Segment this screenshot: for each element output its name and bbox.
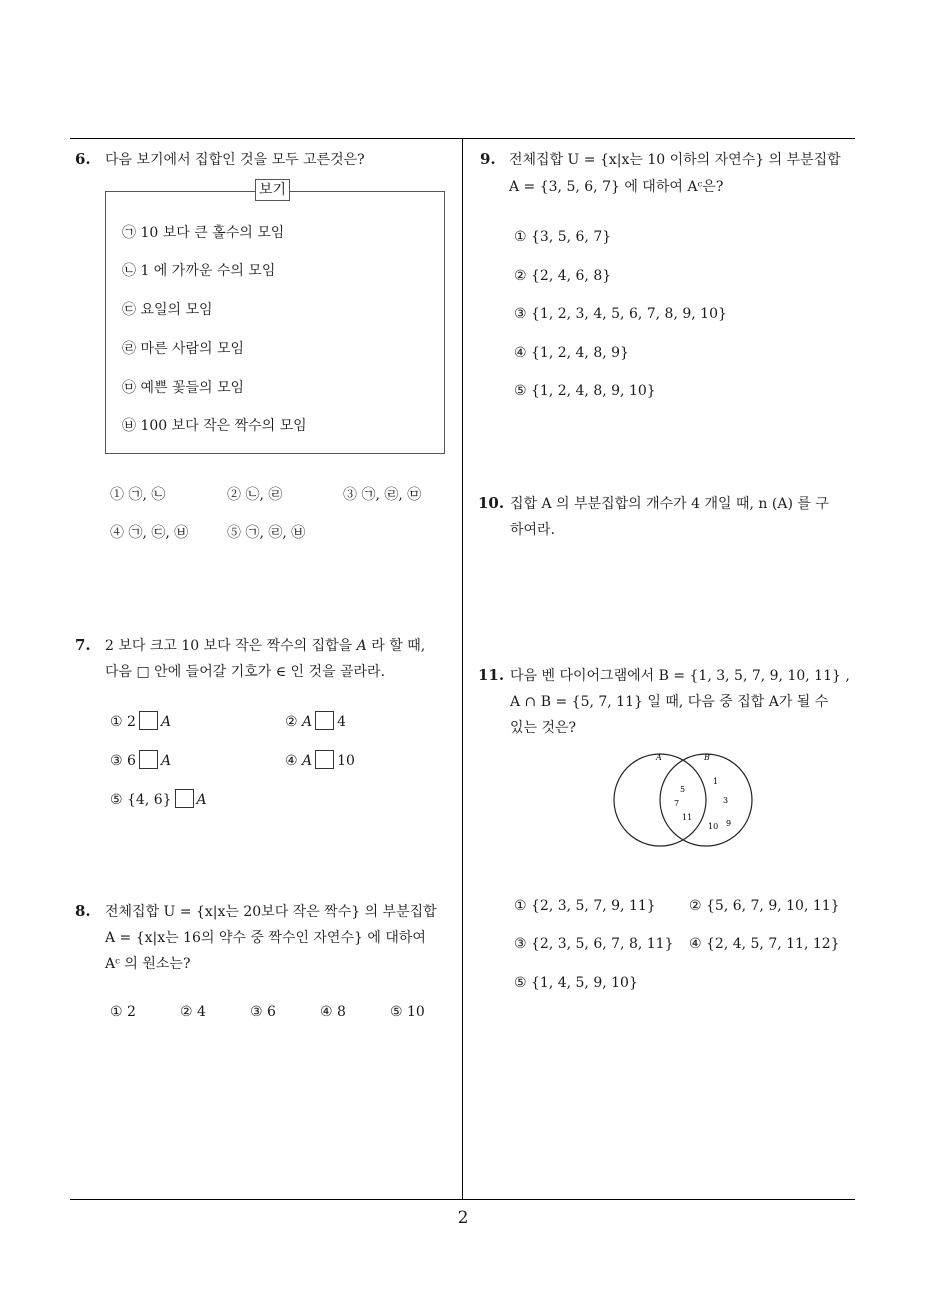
question-stem-line-1 — [105, 636, 425, 656]
venn-element: 5 — [680, 785, 686, 794]
question-stem-line-1: 전체집합 U = {x|x는 10 이하의 자연수} 의 부분집합 — [509, 152, 841, 168]
question-stem-line-3: 있는 것은? — [510, 720, 577, 736]
blank-box — [139, 711, 158, 730]
answer-choice[interactable]: ② 4 — [180, 1004, 206, 1020]
question-stem-line-3: Aᶜ 의 원소는? — [105, 956, 191, 972]
answer-choice[interactable]: ④ {1, 2, 4, 8, 9} — [514, 345, 629, 361]
question-stem-line-2: A = {x|x는 16의 약수 중 짝수인 자연수} 에 대하여 — [105, 930, 426, 946]
answer-choice[interactable]: ③ 6 — [250, 1004, 276, 1020]
question-number: 9. — [480, 150, 496, 168]
venn-label-a: A — [656, 753, 662, 762]
choice-mark: ② — [285, 714, 298, 730]
set-variable: A — [356, 638, 367, 654]
choice-left: 6 — [127, 753, 136, 769]
choice-mark: ⑤ — [110, 792, 123, 808]
question-number: 10. — [478, 494, 505, 512]
answer-choice[interactable]: ③ {1, 2, 3, 4, 5, 6, 7, 8, 9, 10} — [514, 306, 727, 322]
question-number: 11. — [478, 666, 505, 684]
choice-right: A — [196, 792, 207, 808]
answer-choice[interactable]: ② ㉡, ㉣ — [227, 487, 283, 503]
example-item: ㉥ 100 보다 작은 짝수의 모임 — [122, 418, 307, 434]
answer-choice[interactable]: ① ㉠, ㉡ — [110, 487, 166, 503]
answer-choice[interactable]: ④ ㉠, ㉢, ㉥ — [110, 525, 189, 541]
venn-element: 9 — [726, 819, 732, 828]
answer-choice[interactable]: ① {3, 5, 6, 7} — [514, 229, 612, 245]
question-stem-line-2: 다음 □ 안에 들어갈 기호가 ∈ 인 것을 골라라. — [105, 664, 386, 680]
bottom-rule — [70, 1199, 855, 1200]
question-stem-line-1: 전체집합 U = {x|x는 20보다 작은 짝수} 의 부분집합 — [105, 904, 437, 920]
answer-choice[interactable]: ② {5, 6, 7, 9, 10, 11} — [689, 898, 840, 914]
choice-mark: ④ — [285, 753, 298, 769]
answer-choice[interactable]: ⑤ 10 — [390, 1004, 425, 1020]
venn-label-b: B — [704, 753, 710, 762]
example-item: ㉡ 1 에 가까운 수의 모임 — [122, 263, 276, 279]
choice-right: 4 — [337, 714, 347, 730]
answer-choice[interactable] — [110, 789, 207, 810]
choice-mark: ① — [110, 714, 123, 730]
answer-choice[interactable]: ① 2 — [110, 1004, 136, 1020]
question-stem-line-1: 다음 벤 다이어그램에서 B = {1, 3, 5, 7, 9, 10, 11} , — [510, 668, 850, 684]
venn-element: 3 — [723, 796, 729, 805]
stem-text: 라 할 때, — [371, 638, 426, 654]
venn-element: 11 — [682, 813, 693, 822]
choice-left: {4, 6} — [127, 792, 172, 808]
question-stem-line-2: 하여라. — [510, 522, 556, 538]
blank-box — [175, 789, 194, 808]
venn-element: 10 — [708, 822, 719, 831]
answer-choice[interactable]: ② {2, 4, 6, 8} — [514, 268, 612, 284]
choice-left: A — [302, 753, 313, 769]
example-item: ㉤ 예쁜 꽃들의 모임 — [122, 380, 245, 396]
venn-element: 1 — [713, 777, 719, 786]
question-stem-line-2: A ∩ B = {5, 7, 11} 일 때, 다음 중 집합 A가 될 수 — [510, 694, 829, 710]
answer-choice[interactable]: ⑤ {1, 2, 4, 8, 9, 10} — [514, 383, 656, 399]
choice-right: A — [160, 753, 172, 769]
choice-mark: ③ — [110, 753, 123, 769]
blank-box — [315, 711, 334, 730]
choice-left: 2 — [127, 714, 136, 730]
blank-box — [139, 750, 158, 769]
question-number: 6. — [75, 150, 91, 168]
page-number: 2 — [457, 1208, 469, 1228]
answer-choice[interactable]: ⑤ {1, 4, 5, 9, 10} — [514, 975, 638, 991]
answer-choice[interactable]: ④ 8 — [320, 1004, 346, 1020]
choice-right: A — [160, 714, 172, 730]
question-number: 8. — [75, 902, 91, 920]
question-number: 7. — [75, 636, 91, 654]
answer-choice[interactable] — [285, 750, 355, 771]
venn-diagram — [610, 750, 760, 852]
choice-right: 10 — [337, 753, 355, 769]
example-item: ㉠ 10 보다 큰 홀수의 모임 — [122, 225, 285, 241]
question-stem: 다음 보기에서 집합인 것을 모두 고른것은? — [105, 152, 365, 168]
blank-box — [315, 750, 334, 769]
example-item: ㉢ 요일의 모임 — [122, 302, 213, 318]
answer-choice[interactable] — [110, 750, 171, 771]
venn-element: 7 — [674, 799, 680, 808]
example-item: ㉣ 마른 사람의 모임 — [122, 341, 245, 357]
answer-choice[interactable] — [285, 711, 346, 732]
answer-choice[interactable] — [110, 711, 171, 732]
choice-left: A — [302, 714, 313, 730]
example-box-title: 보기 — [255, 179, 290, 201]
question-stem-line-1: 집합 A 의 부분집합의 개수가 4 개일 때, n (A) 를 구 — [510, 496, 829, 512]
answer-choice[interactable]: ① {2, 3, 5, 7, 9, 11} — [514, 898, 656, 914]
answer-choice[interactable]: ④ {2, 4, 5, 7, 11, 12} — [689, 936, 840, 952]
question-stem-line-2: A = {3, 5, 6, 7} 에 대하여 Aᶜ은? — [509, 179, 724, 195]
answer-choice[interactable]: ⑤ ㉠, ㉣, ㉥ — [227, 525, 306, 541]
answer-choice[interactable]: ③ ㉠, ㉣, ㉤ — [343, 487, 422, 503]
answer-choice[interactable]: ③ {2, 3, 5, 6, 7, 8, 11} — [514, 936, 674, 952]
stem-text: 2 보다 크고 10 보다 작은 짝수의 집합을 — [105, 638, 353, 654]
column-divider — [462, 139, 463, 1200]
